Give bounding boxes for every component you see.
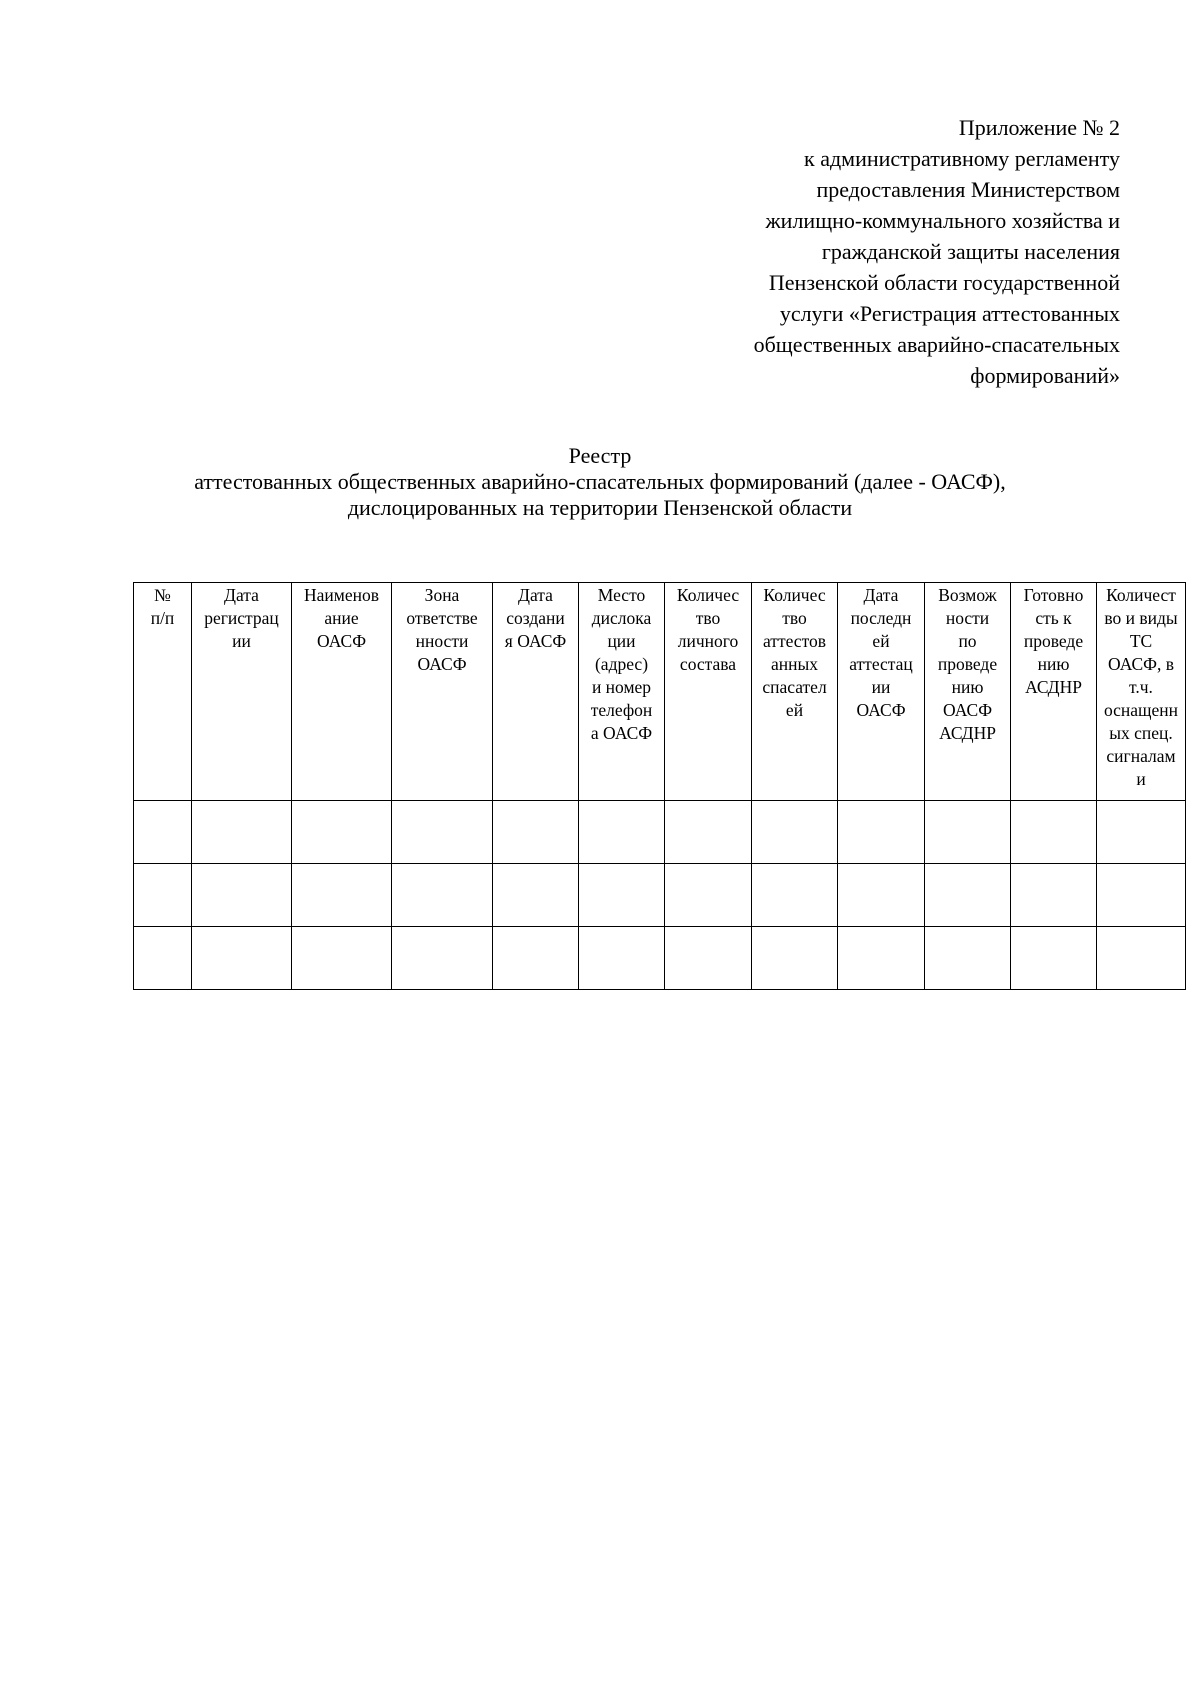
table-row bbox=[134, 864, 1186, 927]
column-header-line: последн bbox=[850, 608, 912, 628]
column-header-line: проведе bbox=[1023, 631, 1084, 651]
column-header bbox=[579, 583, 665, 801]
column-header bbox=[925, 583, 1011, 801]
table-cell bbox=[752, 927, 838, 990]
table-cell bbox=[665, 864, 752, 927]
table-cell bbox=[1097, 801, 1186, 864]
table-cell bbox=[925, 927, 1011, 990]
column-header-line: Наименов bbox=[304, 585, 379, 605]
table-cell bbox=[1097, 927, 1186, 990]
column-header-line: ответстве bbox=[406, 608, 478, 628]
column-header-line: т.ч. bbox=[1129, 677, 1153, 697]
table-cell bbox=[292, 801, 392, 864]
column-header-line: анных bbox=[770, 654, 818, 674]
table-cell bbox=[1011, 927, 1097, 990]
table-cell bbox=[392, 864, 493, 927]
column-header-line: АСДНР bbox=[939, 723, 996, 743]
column-header-line: а ОАСФ bbox=[590, 723, 653, 743]
column-header-line: п/п bbox=[150, 608, 175, 628]
column-header-line: сигналам bbox=[1106, 746, 1176, 766]
title-line-2: аттестованных общественных аварийно-спасательных формирований (далее - ОАСФ), bbox=[194, 469, 1006, 494]
column-header-line: ности bbox=[945, 608, 990, 628]
column-header-line: Количест bbox=[1106, 585, 1176, 605]
appendix-header bbox=[640, 112, 1120, 391]
table-cell bbox=[838, 927, 925, 990]
appendix-line: предоставления Министерством bbox=[816, 177, 1120, 202]
column-header-line: Возмож bbox=[938, 585, 997, 605]
column-header bbox=[392, 583, 493, 801]
column-header-line: во и виды bbox=[1104, 608, 1178, 628]
column-header-line: ТС bbox=[1129, 631, 1153, 651]
column-header-line: личного bbox=[677, 631, 739, 651]
table-row bbox=[134, 927, 1186, 990]
column-header-line: ОАСФ bbox=[417, 654, 467, 674]
table-cell bbox=[838, 864, 925, 927]
column-header-line: состава bbox=[679, 654, 737, 674]
appendix-line: Приложение № 2 bbox=[958, 115, 1120, 140]
column-header-line: сть к bbox=[1035, 608, 1072, 628]
document-title bbox=[0, 443, 1200, 521]
column-header bbox=[493, 583, 579, 801]
column-header-line: ОАСФ, в bbox=[1107, 654, 1175, 674]
column-header-line: ей bbox=[872, 631, 890, 651]
table-cell bbox=[493, 864, 579, 927]
column-header-line: нию bbox=[951, 677, 984, 697]
column-header-line: ание bbox=[324, 608, 359, 628]
column-header-line: АСДНР bbox=[1025, 677, 1082, 697]
appendix-line: общественных аварийно-спасательных bbox=[753, 332, 1120, 357]
column-header-line: оснащенн bbox=[1103, 700, 1179, 720]
appendix-line: услуги «Регистрация аттестованных bbox=[779, 301, 1120, 326]
column-header-line: ОАСФ bbox=[856, 700, 906, 720]
appendix-line: формирований» bbox=[970, 363, 1120, 388]
column-header-line: спасател bbox=[762, 677, 827, 697]
table-cell bbox=[752, 801, 838, 864]
column-header-line: Дата bbox=[518, 585, 553, 605]
column-header bbox=[134, 583, 192, 801]
table-cell bbox=[134, 927, 192, 990]
column-header-line: Готовно bbox=[1023, 585, 1084, 605]
table-cell bbox=[752, 864, 838, 927]
column-header-line: № bbox=[154, 585, 171, 605]
column-header-line: нности bbox=[415, 631, 469, 651]
column-header-line: (адрес) bbox=[594, 654, 649, 674]
table-cell bbox=[134, 801, 192, 864]
column-header-line: я ОАСФ bbox=[504, 631, 567, 651]
table-cell bbox=[1011, 801, 1097, 864]
table-cell bbox=[192, 801, 292, 864]
column-header bbox=[292, 583, 392, 801]
appendix-line: к административному регламенту bbox=[804, 146, 1120, 171]
table-cell bbox=[292, 927, 392, 990]
column-header-line: создани bbox=[506, 608, 565, 628]
column-header-line: тво bbox=[782, 608, 807, 628]
column-header-line: Место bbox=[597, 585, 646, 605]
column-header bbox=[838, 583, 925, 801]
table-cell bbox=[493, 801, 579, 864]
column-header-line: Зона bbox=[424, 585, 460, 605]
table-cell bbox=[579, 927, 665, 990]
table-cell bbox=[292, 864, 392, 927]
table-cell bbox=[1011, 864, 1097, 927]
column-header-line: проведе bbox=[937, 654, 998, 674]
column-header-line: ии bbox=[871, 677, 891, 697]
table-cell bbox=[925, 801, 1011, 864]
table-cell bbox=[1097, 864, 1186, 927]
table-row bbox=[134, 801, 1186, 864]
title-line-3: дислоцированных на территории Пензенской области bbox=[347, 495, 853, 520]
appendix-line: гражданской защиты населения bbox=[821, 239, 1120, 264]
column-header-line: и номер bbox=[591, 677, 652, 697]
table-cell bbox=[192, 927, 292, 990]
table-cell bbox=[665, 801, 752, 864]
column-header-line: Количес bbox=[676, 585, 740, 605]
column-header-line: ОАСФ bbox=[316, 631, 367, 651]
column-header-line: ОАСФ bbox=[942, 700, 993, 720]
column-header-line: Количес bbox=[763, 585, 826, 605]
column-header-line: по bbox=[958, 631, 977, 651]
registry-table-body bbox=[134, 801, 1186, 990]
column-header-line: и bbox=[1136, 769, 1146, 789]
table-cell bbox=[392, 801, 493, 864]
table-cell bbox=[579, 801, 665, 864]
title-line-1: Реестр bbox=[568, 443, 632, 468]
table-cell bbox=[838, 801, 925, 864]
column-header-line: аттестац bbox=[849, 654, 913, 674]
column-header-line: телефон bbox=[590, 700, 653, 720]
column-header-line: Дата bbox=[863, 585, 899, 605]
appendix-line: Пензенской области государственной bbox=[768, 270, 1120, 295]
table-cell bbox=[392, 927, 493, 990]
column-header-line: тво bbox=[695, 608, 721, 628]
column-header-line: Дата bbox=[224, 585, 259, 605]
column-header bbox=[1097, 583, 1186, 801]
column-header-line: ции bbox=[607, 631, 636, 651]
column-header bbox=[1011, 583, 1097, 801]
column-header-line: ей bbox=[785, 700, 804, 720]
column-header-line: ых спец. bbox=[1109, 723, 1173, 743]
registry-table-header bbox=[134, 583, 1186, 801]
registry-table bbox=[133, 582, 1186, 990]
column-header bbox=[665, 583, 752, 801]
column-header-line: нию bbox=[1037, 654, 1070, 674]
column-header-line: дислока bbox=[591, 608, 652, 628]
column-header-line: аттестов bbox=[762, 631, 826, 651]
column-header-line: ии bbox=[232, 631, 251, 651]
table-cell bbox=[925, 864, 1011, 927]
column-header bbox=[192, 583, 292, 801]
table-cell bbox=[134, 864, 192, 927]
table-cell bbox=[579, 864, 665, 927]
table-cell bbox=[665, 927, 752, 990]
table-cell bbox=[493, 927, 579, 990]
column-header bbox=[752, 583, 838, 801]
header-row bbox=[134, 583, 1186, 801]
table-cell bbox=[192, 864, 292, 927]
column-header-line: регистрац bbox=[204, 608, 279, 628]
appendix-line: жилищно-коммунального хозяйства и bbox=[765, 208, 1120, 233]
